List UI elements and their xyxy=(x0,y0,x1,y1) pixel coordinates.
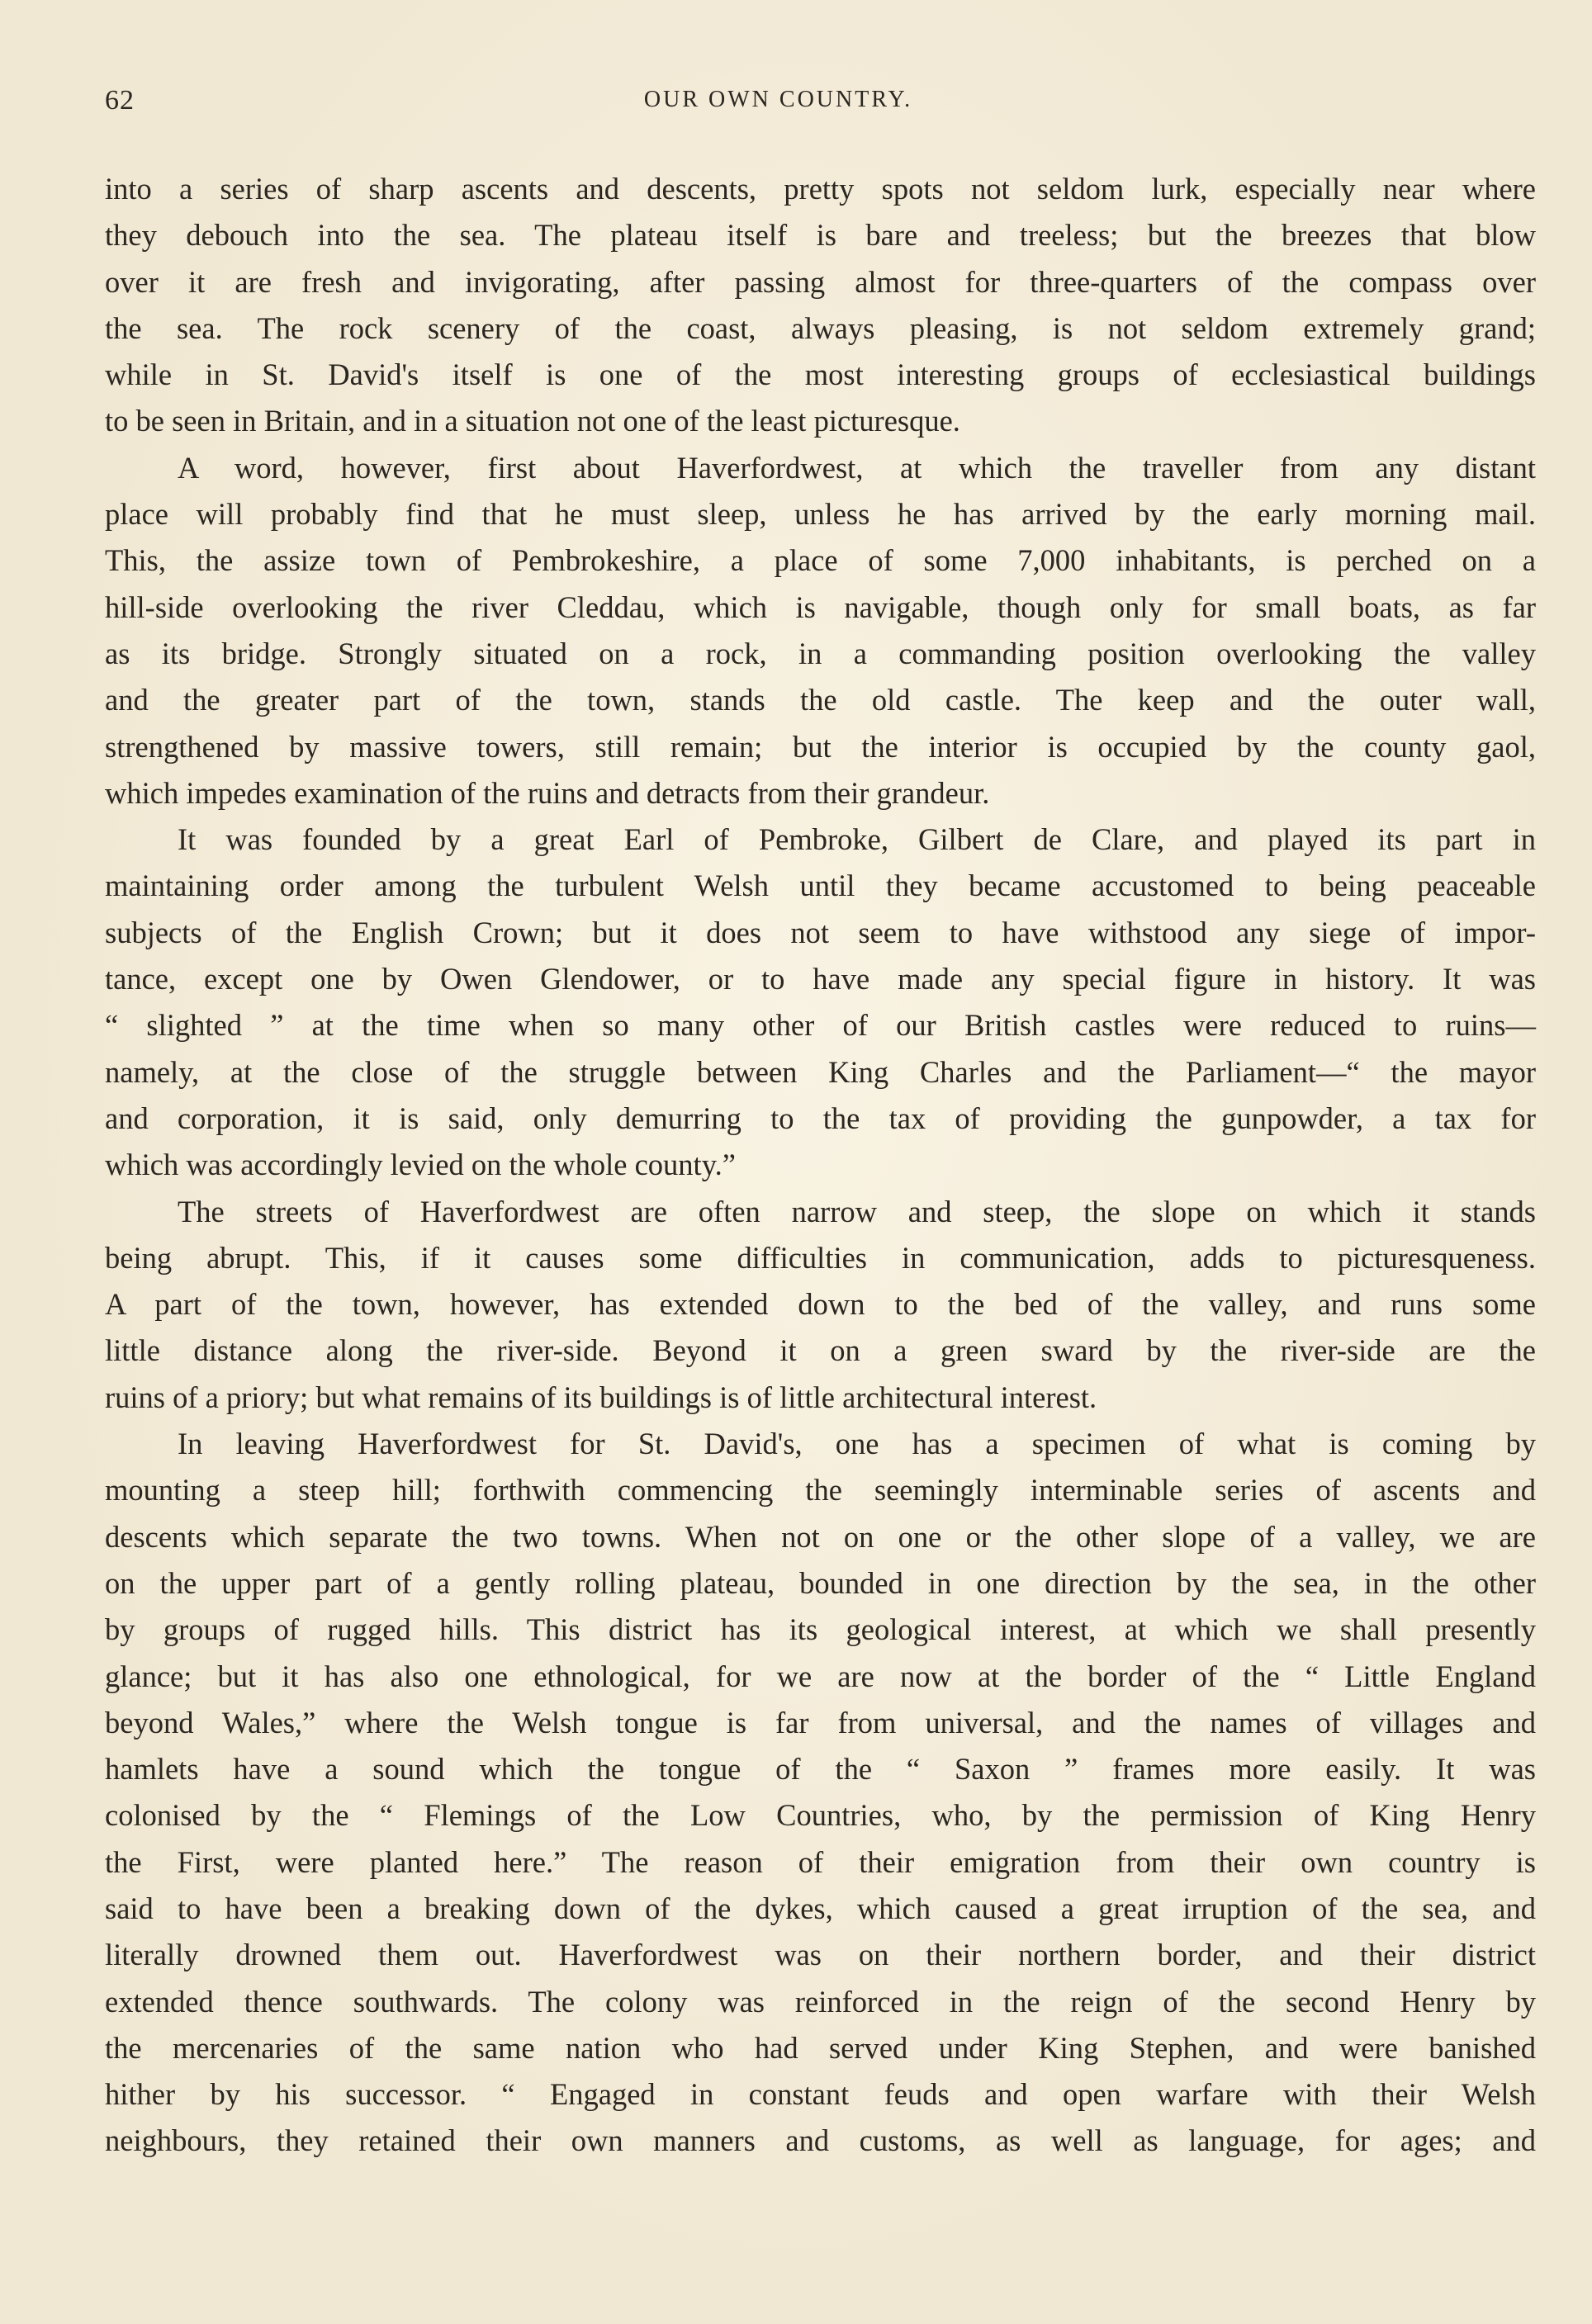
text-line: namely, at the close of the struggle between King Charles and the Parliament—“ the mayor xyxy=(105,1054,1536,1089)
text-line: neighbours, they retained their own manners and customs, as well as language, for ages; and xyxy=(105,2123,1536,2158)
text-line: glance; but it has also one ethnological, for we are now at the border of the “ Little England xyxy=(105,1659,1536,1693)
text-line: little distance along the river-side. Beyond it on a green sward by the river-side are the xyxy=(105,1333,1536,1368)
page-number: 62 xyxy=(105,85,135,116)
text-line: The streets of Haverfordwest are often narrow and steep, the slope on which it stands xyxy=(178,1194,1536,1228)
text-line: strengthened by massive towers, still remain; but the interior is occupied by the county gaol, xyxy=(105,729,1536,764)
text-line: to be seen in Britain, and in a situation not one of the least picturesque. xyxy=(105,404,960,438)
text-line: said to have been a breaking down of the dykes, which caused a great irruption of the sea, and xyxy=(105,1891,1536,1925)
text-line: which impedes examination of the ruins and detracts from their grandeur. xyxy=(105,775,990,810)
text-line: as its bridge. Strongly situated on a rock, in a commanding position overlooking the valley xyxy=(105,636,1536,670)
running-head xyxy=(105,85,1542,121)
text-line: literally drowned them out. Haverfordwest was on their northern border, and their district xyxy=(105,1938,1536,1972)
text-line: mounting a steep hill; forthwith commencing the seemingly interminable series of ascents and xyxy=(105,1473,1536,1508)
text-line: the mercenaries of the same nation who had served under King Stephen, and were banished xyxy=(105,2030,1536,2065)
text-line: being abrupt. This, if it causes some difficulties in communication, adds to picturesqueness. xyxy=(105,1240,1536,1275)
text-line: hill-side overlooking the river Cleddau, which is navigable, though only for small boats, as far xyxy=(105,589,1536,624)
text-line: the First, were planted here.” The reason of their emigration from their own country is xyxy=(105,1844,1536,1879)
text-line: hither by his successor. “ Engaged in constant feuds and open warfare with their Welsh xyxy=(105,2077,1536,2112)
text-line: A word, however, first about Haverfordwest, at which the traveller from any distant xyxy=(178,450,1536,485)
text-line: extended thence southwards. The colony was reinforced in the reign of the second Henry by xyxy=(105,1984,1536,2019)
text-line: beyond Wales,” where the Welsh tongue is far from universal, and the names of villages and xyxy=(105,1705,1536,1739)
body-text xyxy=(105,166,1536,2165)
text-line: place will probably find that he must sleep, unless he has arrived by the early morning mail. xyxy=(105,497,1536,532)
text-line: and corporation, it is said, only demurring to the tax of providing the gunpowder, a tax for xyxy=(105,1100,1536,1135)
text-line: maintaining order among the turbulent Welsh until they became accustomed to being peaceable xyxy=(105,869,1536,903)
text-line: tance, except one by Owen Glendower, or to have made any special figure in history. It was xyxy=(105,962,1536,996)
text-line: and the greater part of the town, stands the old castle. The keep and the outer wall, xyxy=(105,683,1536,717)
text-line: by groups of rugged hills. This district has its geological interest, at which we shall presently xyxy=(105,1612,1536,1647)
text-line: This, the assize town of Pembrokeshire, a place of some 7,000 inhabitants, is perched on a xyxy=(105,543,1536,578)
text-line: ruins of a priory; but what remains of its buildings is of little architectural interest. xyxy=(105,1380,1097,1414)
text-line: while in St. David's itself is one of the most interesting groups of ecclesiastical buildings xyxy=(105,357,1536,392)
text-line: “ slighted ” at the time when so many other of our British castles were reduced to ruins— xyxy=(105,1008,1536,1043)
text-line: A part of the town, however, has extended down to the bed of the valley, and runs some xyxy=(105,1287,1536,1322)
text-line: It was founded by a great Earl of Pembroke, Gilbert de Clare, and played its part in xyxy=(178,822,1536,857)
text-line: subjects of the English Crown; but it does not seem to have withstood any siege of impor- xyxy=(105,915,1536,949)
text-line: into a series of sharp ascents and descents, pretty spots not seldom lurk, especially near where xyxy=(105,172,1536,206)
text-line: colonised by the “ Flemings of the Low Countries, who, by the permission of King Henry xyxy=(105,1798,1536,1833)
text-line: which was accordingly levied on the whole county.” xyxy=(105,1148,736,1182)
text-line: the sea. The rock scenery of the coast, always pleasing, is not seldom extremely grand; xyxy=(105,310,1536,345)
text-line: descents which separate the two towns. When not on one or the other slope of a valley, we are xyxy=(105,1519,1536,1554)
text-line: over it are fresh and invigorating, after passing almost for three-quarters of the compass over xyxy=(105,264,1536,299)
text-line: they debouch into the sea. The plateau itself is bare and treeless; but the breezes that blow xyxy=(105,218,1536,253)
text-line: on the upper part of a gently rolling plateau, bounded in one direction by the sea, in the other xyxy=(105,1565,1536,1600)
text-line: hamlets have a sound which the tongue of the “ Saxon ” frames more easily. It was xyxy=(105,1752,1536,1787)
running-title: OUR OWN COUNTRY. xyxy=(643,87,913,112)
text-line: In leaving Haverfordwest for St. David's, one has a specimen of what is coming by xyxy=(178,1427,1536,1461)
